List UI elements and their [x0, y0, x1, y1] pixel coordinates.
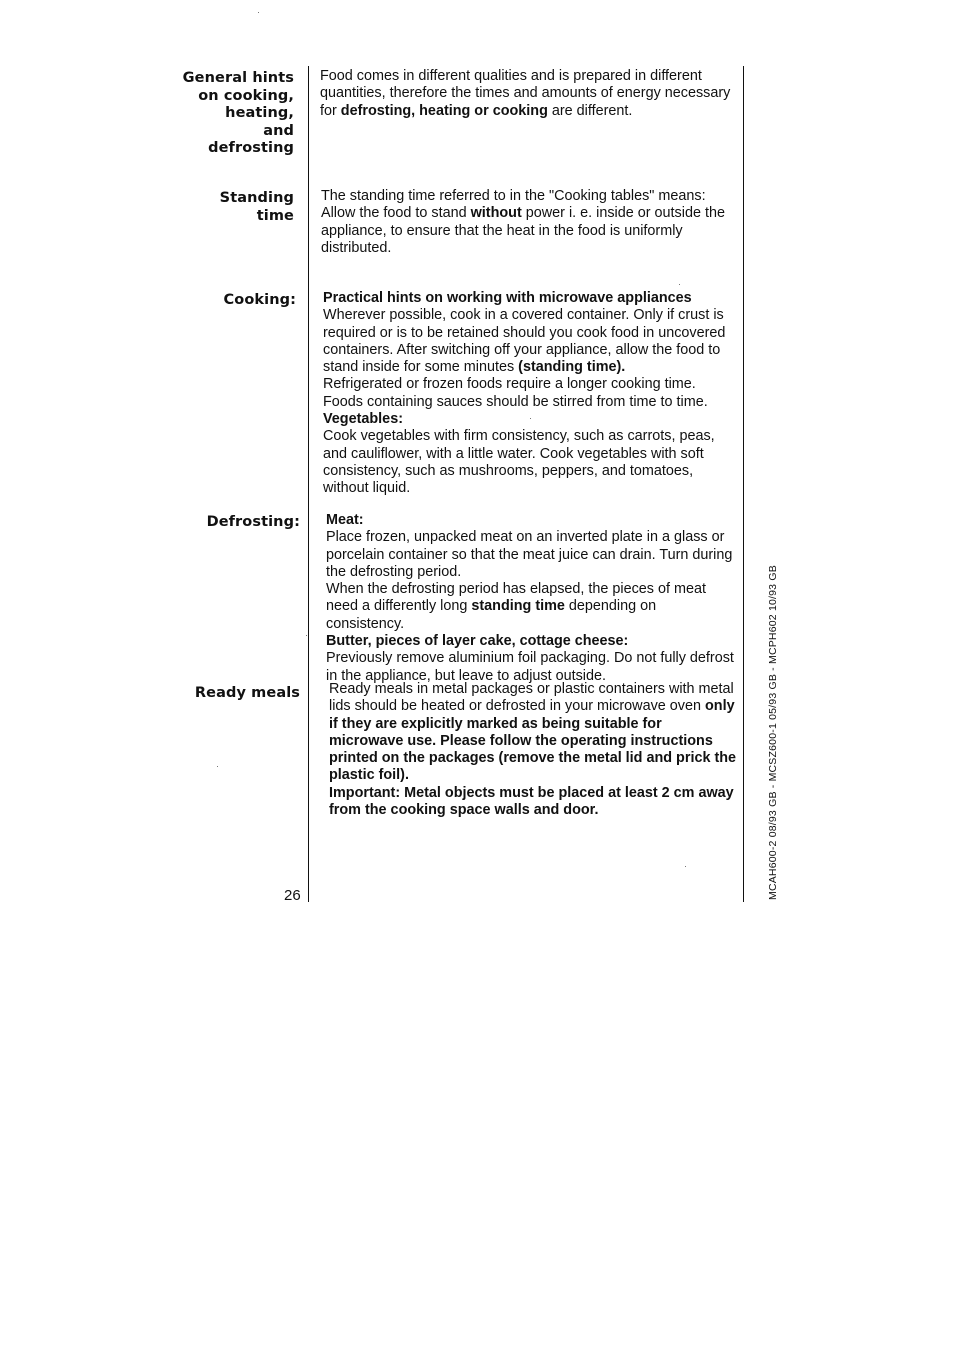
paragraph: Place frozen, unpacked meat on an inverted plate in a glass or porcelain container so that the meat juice can drain. Turn during the defrosting period.: [326, 529, 733, 580]
label-line: time: [256, 207, 294, 224]
section-label-defrosting: [170, 514, 300, 532]
page-number: 26: [284, 887, 301, 904]
important-note: Important: Metal objects must be placed at least 2 cm away from the cooking space walls and door.: [329, 784, 734, 819]
vegetables-heading: Vegetables:: [323, 411, 403, 428]
scan-speck: [217, 766, 218, 767]
label-line: Defrosting:: [206, 514, 300, 530]
meat-heading: Meat:: [326, 512, 364, 528]
paragraph: When the defrosting period has elapsed, the pieces of meat need a differently long standing time depending on consistency.: [326, 581, 706, 632]
section-body-defrosting: [326, 512, 738, 685]
section-label-cooking: [166, 292, 296, 310]
butter-heading: Butter, pieces of layer cake, cottage cheese:: [326, 633, 629, 650]
label-line: heating,: [225, 105, 294, 121]
paragraph: Wherever possible, cook in a covered container. Only if crust is required or is to be retained should you cook food in uncovered containers. After switching off your appliance, allow the food to stand inside for some minutes (standing time).: [323, 307, 726, 376]
scan-speck: [258, 12, 259, 13]
scan-speck: [679, 284, 680, 285]
section-body-ready-meals: [329, 681, 739, 819]
scan-speck: [685, 866, 686, 867]
column-divider-left: [308, 66, 309, 902]
section-label-standing-time: [164, 190, 294, 225]
paragraph: Food comes in different qualities and is prepared in different quantities, therefore the times and amounts of energy necessary for defrosting, heating or cooking are different.: [320, 68, 731, 119]
label-line: and: [263, 122, 294, 139]
section-body-general-hints: [320, 68, 736, 120]
section-label-ready-meals: [170, 685, 300, 703]
label-line: Standing: [219, 190, 294, 206]
paragraph: Foods containing sauces should be stirred from time to time.: [323, 393, 708, 410]
cooking-heading: Practical hints on working with microwave appliances: [323, 290, 692, 306]
paragraph: Refrigerated or frozen foods require a longer cooking time.: [323, 376, 696, 393]
label-line: General hints: [182, 70, 294, 86]
paragraph: Previously remove aluminium foil packaging. Do not fully defrost in the appliance, but leave to adjust outside.: [326, 650, 734, 684]
section-body-cooking: [323, 290, 737, 498]
label-line: on cooking,: [198, 87, 294, 104]
paragraph: The standing time referred to in the "Cooking tables" means: Allow the food to stand without power i. e. inside or outside the appliance, to ensure that the heat in the food is uniformly distributed.: [321, 188, 725, 256]
paragraph: Cook vegetables with firm consistency, such as carrots, peas, and cauliflower, with a little water. Cook vegetables with soft consistency, such as mushrooms, peppers, and tomatoes, without liquid.: [323, 428, 715, 497]
section-body-standing-time: [321, 188, 735, 257]
document-code: MCAH600-2 08/93 GB - MCSZ600-1 05/93 GB - MCPH602 10/93 GB: [767, 565, 779, 900]
section-label-general-hints: [164, 70, 294, 158]
column-divider-right: [743, 66, 744, 902]
scan-speck: [306, 635, 307, 636]
paragraph: Ready meals in metal packages or plastic containers with metal lids should be heated or defrosted in your microwave oven only if they are explicitly marked as being suitable for microwave use. Please follow the operating instructions printed on the packages (remove the metal lid and prick the plastic foil).: [329, 681, 737, 784]
label-line: Cooking:: [223, 292, 296, 308]
label-line: Ready meals: [194, 685, 300, 701]
label-line: defrosting: [208, 140, 294, 156]
